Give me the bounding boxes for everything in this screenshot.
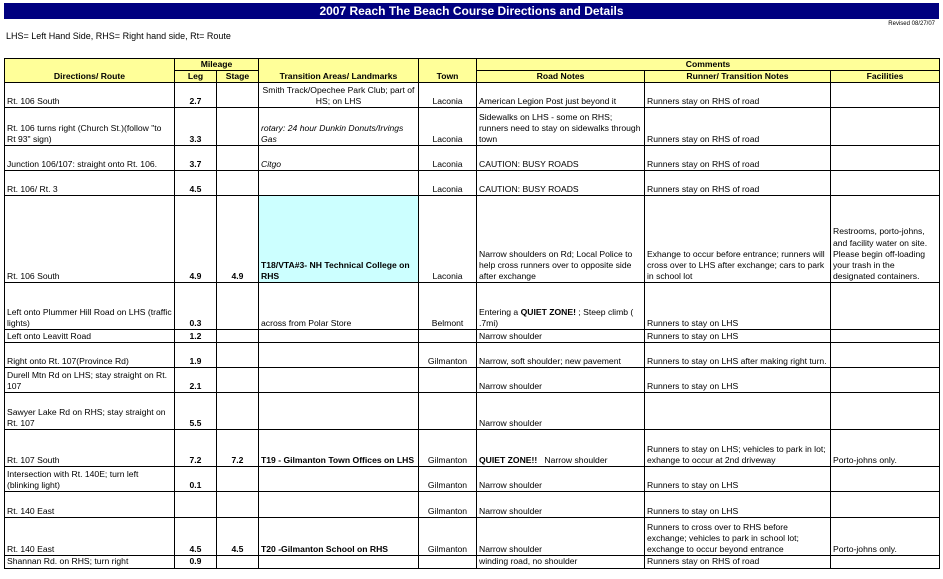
cell-transition	[259, 368, 419, 393]
cell-facilities	[831, 368, 940, 393]
cell-runner-notes: Runners stay on RHS of road	[645, 556, 831, 568]
road-notes-text: Narrow shoulder	[537, 455, 608, 466]
cell-leg: 1.9	[175, 343, 217, 368]
cell-town: Gilmanton	[419, 518, 477, 556]
cell-town: Laconia	[419, 196, 477, 283]
cell-facilities	[831, 393, 940, 430]
cell-directions: Shannan Rd. on RHS; turn right	[5, 556, 175, 568]
cell-stage	[217, 171, 259, 196]
cell-road-notes: American Legion Post just beyond it	[477, 83, 645, 108]
cell-runner-notes: Runners to stay on LHS	[645, 330, 831, 343]
cell-town: Gilmanton	[419, 467, 477, 492]
cell-road-notes: Narrow shoulder	[477, 368, 645, 393]
cell-road-notes: Narrow shoulder	[477, 467, 645, 492]
cell-directions: Rt. 106 turns right (Church St.)(follow "to Rt 93" sign)	[5, 108, 175, 146]
cell-town: Laconia	[419, 83, 477, 108]
cell-leg: 0.1	[175, 467, 217, 492]
cell-leg	[175, 492, 217, 518]
cell-town: Gilmanton	[419, 492, 477, 518]
col-header-directions: Directions/ Route	[5, 59, 175, 83]
cell-transition	[259, 467, 419, 492]
col-header-comments: Comments	[477, 59, 940, 71]
cell-stage	[217, 467, 259, 492]
table-row	[5, 83, 940, 108]
cell-town: Belmont	[419, 283, 477, 330]
cell-leg: 4.9	[175, 196, 217, 283]
cell-transition: rotary: 24 hour Dunkin Donuts/Irvings Gas	[259, 108, 419, 146]
cell-directions: Rt. 106/ Rt. 3	[5, 171, 175, 196]
cell-directions: Right onto Rt. 107(Province Rd)	[5, 343, 175, 368]
cell-leg: 0.3	[175, 283, 217, 330]
col-header-runner-notes: Runner/ Transition Notes	[645, 71, 831, 83]
cell-town: Laconia	[419, 108, 477, 146]
cell-facilities	[831, 467, 940, 492]
quiet-zone-label: QUIET ZONE!	[520, 307, 576, 317]
page-title: 2007 Reach The Beach Course Directions and Details	[4, 3, 939, 19]
cell-facilities	[831, 283, 940, 330]
cell-leg: 4.5	[175, 171, 217, 196]
table-row	[5, 108, 940, 146]
cell-town	[419, 330, 477, 343]
table-row	[5, 283, 940, 330]
cell-runner-notes: Runners to stay on LHS	[645, 283, 831, 330]
cell-runner-notes: Runners stay on RHS of road	[645, 83, 831, 108]
cell-leg: 0.9	[175, 556, 217, 568]
table-row	[5, 368, 940, 393]
cell-runner-notes	[645, 393, 831, 430]
cell-leg: 4.5	[175, 518, 217, 556]
cell-road-notes	[477, 430, 645, 467]
cell-runner-notes: Runners to stay on LHS after making right turn.	[645, 343, 831, 368]
cell-leg: 1.2	[175, 330, 217, 343]
cell-transition	[259, 171, 419, 196]
cell-stage	[217, 492, 259, 518]
cell-road-notes: Narrow shoulder	[477, 518, 645, 556]
cell-town	[419, 393, 477, 430]
cell-town: Gilmanton	[419, 343, 477, 368]
cell-transition: Smith Track/Opechee Park Club; part of HS; on LHS	[259, 83, 419, 108]
col-header-facilities: Facilities	[831, 71, 940, 83]
col-header-town: Town	[419, 59, 477, 83]
cell-stage	[217, 146, 259, 171]
col-header-leg: Leg	[175, 71, 217, 83]
table-row	[5, 196, 940, 283]
cell-stage	[217, 556, 259, 568]
course-directions-table	[4, 58, 940, 569]
cell-leg: 3.3	[175, 108, 217, 146]
cell-stage: 4.5	[217, 518, 259, 556]
col-header-stage: Stage	[217, 71, 259, 83]
cell-directions: Durell Mtn Rd on LHS; stay straight on Rt. 107	[5, 368, 175, 393]
cell-directions: Rt. 140 East	[5, 492, 175, 518]
cell-road-notes: Narrow shoulders on Rd; Local Police to help cross runners over to opposite side after exchange	[477, 196, 645, 283]
table-row	[5, 393, 940, 430]
cell-transition: T19 - Gilmanton Town Offices on LHS	[259, 430, 419, 467]
cell-leg: 5.5	[175, 393, 217, 430]
cell-facilities	[831, 108, 940, 146]
cell-transition: T20 -Gilmanton School on RHS	[259, 518, 419, 556]
cell-facilities	[831, 83, 940, 108]
cell-road-notes: CAUTION: BUSY ROADS	[477, 146, 645, 171]
cell-road-notes: Narrow, soft shoulder; new pavement	[477, 343, 645, 368]
cell-directions: Rt. 106 South	[5, 83, 175, 108]
cell-stage	[217, 283, 259, 330]
cell-road-notes: Narrow shoulder	[477, 492, 645, 518]
cell-transition	[259, 492, 419, 518]
table-row	[5, 467, 940, 492]
abbreviation-legend: LHS= Left Hand Side, RHS= Right hand side, Rt= Route	[6, 31, 231, 41]
cell-town: Laconia	[419, 171, 477, 196]
cell-directions: Rt. 107 South	[5, 430, 175, 467]
table-row	[5, 171, 940, 196]
cell-road-notes: CAUTION: BUSY ROADS	[477, 171, 645, 196]
cell-runner-notes: Runners stay on RHS of road	[645, 171, 831, 196]
cell-runner-notes: Runners to stay on LHS	[645, 368, 831, 393]
cell-runner-notes: Runners to cross over to RHS before exchange; vehicles to park in school lot; exchange to occur beyond entrance	[645, 518, 831, 556]
cell-runner-notes: Runners to stay on LHS; vehicles to park in lot; exhange to occur at 2nd driveway	[645, 430, 831, 467]
col-header-transition: Transition Areas/ Landmarks	[259, 59, 419, 83]
cell-stage: 4.9	[217, 196, 259, 283]
cell-road-notes	[477, 283, 645, 330]
cell-stage: 7.2	[217, 430, 259, 467]
cell-directions: Intersection with Rt. 140E; turn left (blinking light)	[5, 467, 175, 492]
cell-transition	[259, 393, 419, 430]
road-notes-text: ; Steep climb ( .7mi)	[479, 307, 634, 329]
table-row	[5, 343, 940, 368]
cell-stage	[217, 330, 259, 343]
cell-directions: Left onto Leavitt Road	[5, 330, 175, 343]
table-row	[5, 556, 940, 568]
cell-town	[419, 556, 477, 568]
cell-town: Laconia	[419, 146, 477, 171]
cell-facilities	[831, 146, 940, 171]
cell-transition: T18/VTA#3- NH Technical College on RHS	[259, 196, 419, 283]
cell-directions: Rt. 140 East	[5, 518, 175, 556]
cell-town: Gilmanton	[419, 430, 477, 467]
cell-facilities	[831, 556, 940, 568]
cell-stage	[217, 393, 259, 430]
table-row	[5, 492, 940, 518]
cell-road-notes: Sidewalks on LHS - some on RHS; runners need to stay on sidewalks through town	[477, 108, 645, 146]
table-row	[5, 518, 940, 556]
revised-date: Revised 08/27/07	[888, 21, 935, 27]
cell-road-notes: winding road, no shoulder	[477, 556, 645, 568]
table-row	[5, 330, 940, 343]
col-header-road-notes: Road Notes	[477, 71, 645, 83]
cell-facilities	[831, 492, 940, 518]
cell-facilities	[831, 330, 940, 343]
cell-facilities: Porto-johns only.	[831, 430, 940, 467]
cell-facilities: Porto-johns only.	[831, 518, 940, 556]
cell-directions: Rt. 106 South	[5, 196, 175, 283]
quiet-zone-label: QUIET ZONE!!	[479, 455, 538, 466]
cell-transition	[259, 330, 419, 343]
cell-runner-notes: Runners stay on RHS of road	[645, 146, 831, 171]
cell-transition: Citgo	[259, 146, 419, 171]
cell-runner-notes: Runners to stay on LHS	[645, 492, 831, 518]
table-row	[5, 430, 940, 467]
cell-stage	[217, 108, 259, 146]
cell-runner-notes: Runners stay on RHS of road	[645, 108, 831, 146]
cell-road-notes: Narrow shoulder	[477, 330, 645, 343]
cell-road-notes: Narrow shoulder	[477, 393, 645, 430]
cell-transition	[259, 343, 419, 368]
cell-directions: Junction 106/107: straight onto Rt. 106.	[5, 146, 175, 171]
road-notes-text: Entering a	[479, 307, 521, 317]
cell-town	[419, 368, 477, 393]
cell-stage	[217, 83, 259, 108]
cell-runner-notes: Runners to stay on LHS	[645, 467, 831, 492]
cell-leg: 3.7	[175, 146, 217, 171]
cell-leg: 2.1	[175, 368, 217, 393]
cell-transition: across from Polar Store	[259, 283, 419, 330]
cell-transition	[259, 556, 419, 568]
cell-leg: 7.2	[175, 430, 217, 467]
cell-facilities	[831, 343, 940, 368]
cell-facilities	[831, 171, 940, 196]
cell-runner-notes: Exhange to occur before entrance; runners will cross over to LHS after exchange; cars to park in school lot	[645, 196, 831, 283]
cell-leg: 2.7	[175, 83, 217, 108]
cell-directions: Sawyer Lake Rd on RHS; stay straight on Rt. 107	[5, 393, 175, 430]
col-header-mileage: Mileage	[175, 59, 259, 71]
cell-facilities: Restrooms, porto-johns, and facility water on site. Please begin off-loading your trash in the designated containers.	[831, 196, 940, 283]
cell-stage	[217, 368, 259, 393]
cell-directions: Left onto Plummer Hill Road on LHS (traffic lights)	[5, 283, 175, 330]
table-row	[5, 146, 940, 171]
cell-stage	[217, 343, 259, 368]
